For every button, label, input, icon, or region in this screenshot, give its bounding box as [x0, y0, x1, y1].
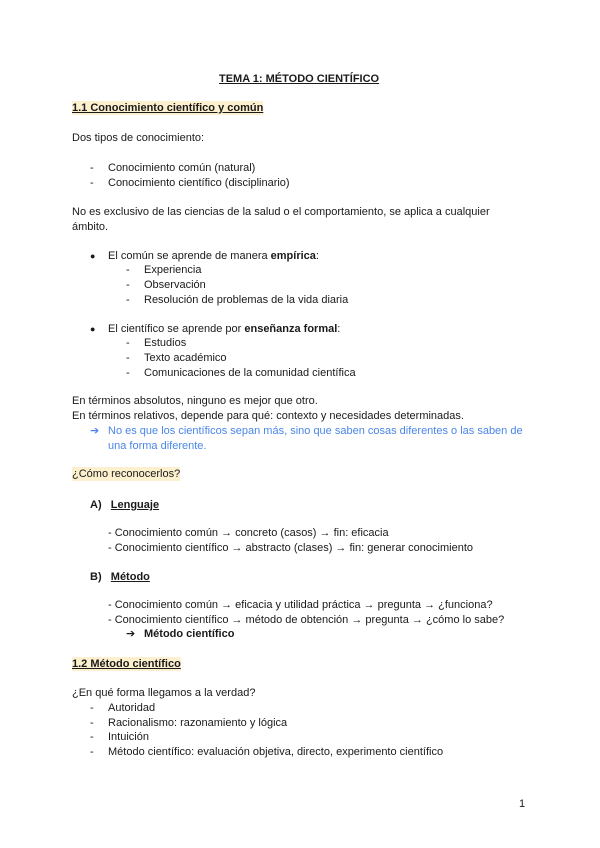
lenguaje-line: - Conocimiento científico → abstracto (clases) → fin: generar conocimiento — [108, 542, 473, 554]
list-item: Observación — [144, 279, 206, 291]
list-item: Texto académico — [144, 352, 227, 364]
metodo-heading — [90, 570, 150, 584]
cientifico-bold: enseñanza formal — [244, 323, 338, 335]
lenguaje-line: - Conocimiento común → concreto (casos) → fin: eficacia — [108, 527, 389, 539]
comun-bold: empírica — [270, 250, 316, 262]
note-line2: una forma diferente. — [108, 440, 207, 452]
list-item: Método científico: evaluación objetiva, directo, experimento científico — [108, 746, 444, 758]
list-item: Intuición — [108, 731, 149, 743]
note-line1: No es que los científicos sepan más, sino que saben cosas diferentes o las saben de — [108, 425, 523, 437]
metodo-line: - Conocimiento común → eficacia y utilidad práctica → pregunta → ¿funciona? — [108, 599, 493, 611]
arrow-icon: ➔ — [90, 425, 100, 437]
recognize-question: ¿Cómo reconocerlos? — [72, 468, 181, 480]
bullet-icon: ● — [90, 251, 96, 261]
relative-terms-text: En términos relativos, depende para qué: contexto y necesidades determinadas. — [72, 410, 464, 422]
cientifico-suffix: : — [337, 323, 341, 335]
cientifico-bullet — [108, 322, 340, 336]
scope-paragraph-line2: ámbito. — [72, 221, 109, 233]
section-heading-1-1: 1.1 Conocimiento científico y común — [72, 102, 264, 114]
metodo-conclusion: Método científico — [144, 628, 235, 640]
comun-suffix: : — [315, 250, 319, 262]
list-item: Conocimiento común (natural) — [108, 162, 256, 174]
cientifico-prefix: El científico se aprende por — [108, 323, 245, 335]
intro-text: Dos tipos de conocimiento: — [72, 132, 205, 144]
list-item: Conocimiento científico (disciplinario) — [108, 177, 290, 189]
list-dash: - — [90, 702, 94, 714]
list-item: Estudios — [144, 337, 187, 349]
list-item: Autoridad — [108, 702, 156, 714]
metodo-label: Método — [110, 571, 150, 583]
list-dash: - — [126, 352, 130, 364]
lenguaje-label: Lenguaje — [110, 499, 160, 511]
absolute-terms-text: En términos absolutos, ninguno es mejor que otro. — [72, 395, 318, 407]
truth-question: ¿En qué forma llegamos a la verdad? — [72, 687, 256, 699]
list-dash: - — [126, 367, 130, 379]
lenguaje-letter: A) — [90, 499, 102, 511]
list-dash: - — [126, 294, 130, 306]
list-dash: - — [126, 264, 130, 276]
list-dash: - — [90, 162, 94, 174]
metodo-letter: B) — [90, 571, 102, 583]
section-heading-1-2: 1.2 Método científico — [72, 658, 181, 670]
comun-bullet — [108, 249, 319, 263]
list-dash: - — [126, 337, 130, 349]
list-dash: - — [126, 279, 130, 291]
page-number: 1 — [519, 798, 526, 810]
list-dash: - — [90, 731, 94, 743]
comun-prefix: El común se aprende de manera — [108, 250, 271, 262]
lenguaje-heading — [90, 498, 159, 512]
list-item: Comunicaciones de la comunidad científica — [144, 367, 356, 379]
arrow-icon: ➔ — [126, 628, 136, 640]
page-title: TEMA 1: MÉTODO CIENTÍFICO — [219, 73, 380, 85]
list-item: Racionalismo: razonamiento y lógica — [108, 717, 288, 729]
list-dash: - — [90, 717, 94, 729]
metodo-line: - Conocimiento científico → método de obtención → pregunta → ¿cómo lo sabe? — [108, 614, 505, 626]
list-item: Experiencia — [144, 264, 202, 276]
list-item: Resolución de problemas de la vida diaria — [144, 294, 349, 306]
list-dash: - — [90, 177, 94, 189]
scope-paragraph-line1: No es exclusivo de las ciencias de la salud o el comportamiento, se aplica a cualquier — [72, 206, 490, 218]
bullet-icon: ● — [90, 324, 96, 334]
list-dash: - — [90, 746, 94, 758]
